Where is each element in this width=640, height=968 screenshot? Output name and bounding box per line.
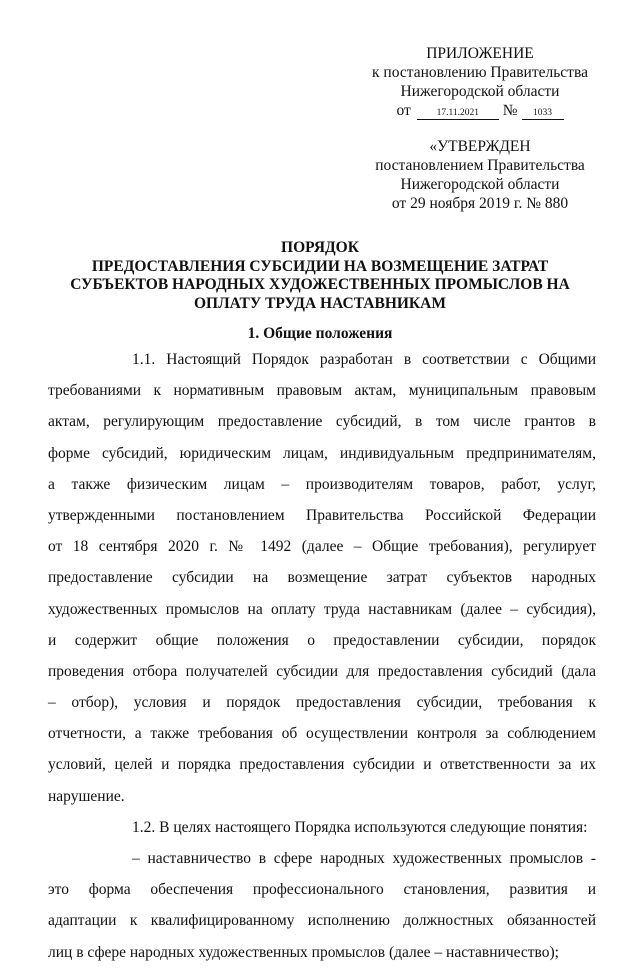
paragraph-line: художественных промыслов на оплату труда наставникам (далее – субсидия), <box>48 600 596 618</box>
paragraph-line: 1.1. Настоящий Порядок разработан в соответствии с Общими <box>132 351 596 368</box>
appendix-block <box>360 44 600 120</box>
paragraph-line: от 18 сентября 2020 г. № 1492 (далее – Общие требования), регулирует <box>48 538 596 556</box>
paragraph-line: проведения отбора получателей субсидии для предоставления субсидий (дала <box>48 662 596 680</box>
paragraph-line: форме субсидий, юридическим лицам, индивидуальным предпринимателям, <box>48 444 596 462</box>
paragraph-line: это форма обеспечения профессионального становления, развития и <box>48 881 596 899</box>
decree-number: 1033 <box>522 107 564 120</box>
document-title <box>55 239 585 313</box>
appendix-line-1: к постановлению Правительства <box>372 64 588 81</box>
appendix-line-2: Нижегородской области <box>400 83 560 100</box>
paragraph-line: отчетности, а также требования об осуществлении контроля за соблюдением <box>48 725 596 743</box>
paragraph-line: а также физическим лицам – производителям товаров, работ, услуг, <box>48 475 596 493</box>
approved-line-4: от 29 ноября 2019 г. № 880 <box>391 195 569 212</box>
approved-line-1: «УТВЕРЖДЕН <box>429 138 531 155</box>
decree-date: 17.11.2021 <box>417 107 499 120</box>
approved-line-3: Нижегородской области <box>400 176 560 193</box>
appendix-title: ПРИЛОЖЕНИЕ <box>426 45 534 62</box>
appendix-date-line <box>360 101 600 120</box>
paragraph-line: требованиями к нормативным правовым актам, муниципальным правовым <box>48 382 596 400</box>
list-item-line: – наставничество в сфере народных художественных промыслов - <box>132 850 596 867</box>
paragraph-line: лиц в сфере народных художественных промыслов (далее – наставничество); <box>48 943 559 961</box>
paragraph-line: условий, целей и порядка предоставления субсидии и ответственности за их <box>48 756 596 774</box>
document-body <box>48 344 596 968</box>
paragraph-line: актам, регулирующим предоставление субсидий, в том числе грантов в <box>48 413 596 431</box>
paragraph-line: предоставление субсидии на возмещение затрат субъектов народных <box>48 569 596 587</box>
title-line-3: СУБЪЕКТОВ НАРОДНЫХ ХУДОЖЕСТВЕННЫХ ПРОМЫСЛОВ НА <box>70 276 570 293</box>
title-line-1: ПОРЯДОК <box>281 239 359 256</box>
paragraph-line: – отбор), условия и порядок предоставления субсидии, требования к <box>48 694 596 712</box>
paragraph-line: нарушение. <box>48 787 125 805</box>
paragraph-line: 1.2. В целях настоящего Порядка используются следующие понятия: <box>132 818 588 836</box>
title-line-2: ПРЕДОСТАВЛЕНИЯ СУБСИДИИ НА ВОЗМЕЩЕНИЕ ЗАТРАТ <box>91 257 549 275</box>
paragraph-line: и содержит общие положения о предоставлении субсидии, порядок <box>48 631 596 649</box>
section-heading: 1. Общие положения <box>247 325 393 342</box>
number-sign: № <box>502 102 518 119</box>
from-label: от <box>396 102 411 119</box>
approved-block <box>360 137 600 213</box>
paragraph-line: утвержденными постановлением Правительства Российской Федерации <box>48 506 596 524</box>
paragraph-line: адаптации к квалифицированному исполнению должностных обязанностей <box>48 912 596 930</box>
approved-line-2: постановлением Правительства <box>375 157 585 174</box>
title-line-4: ОПЛАТУ ТРУДА НАСТАВНИКАМ <box>194 294 446 312</box>
